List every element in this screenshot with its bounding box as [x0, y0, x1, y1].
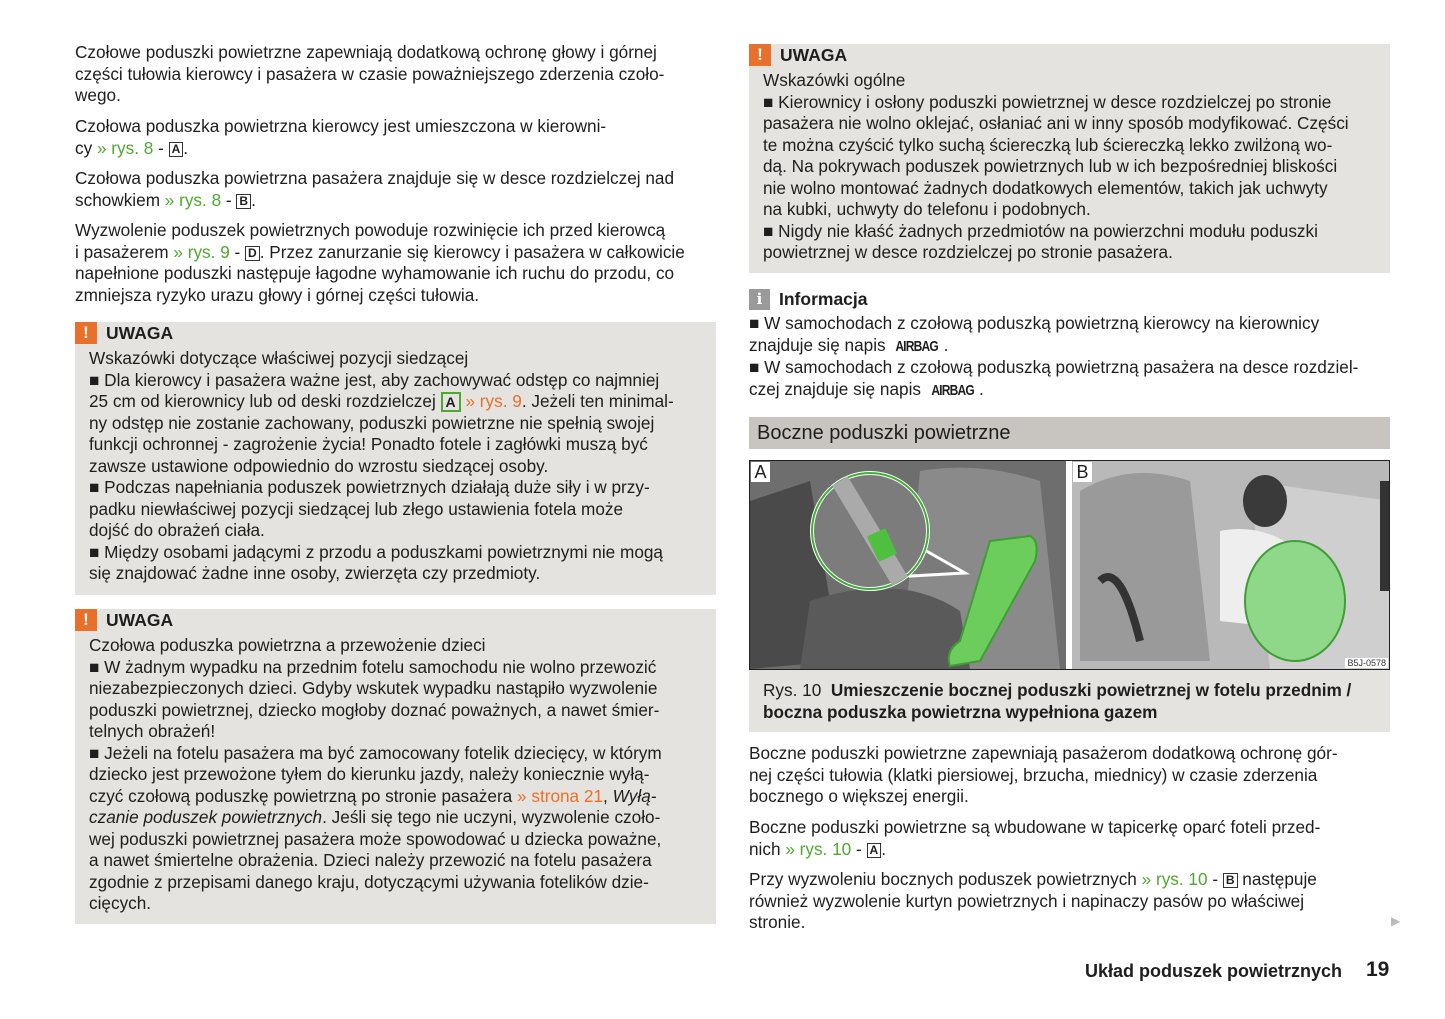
text-span: -	[221, 189, 237, 210]
text-line	[89, 829, 662, 851]
text-span: ■ W żadnym wypadku na przednim fotelu samochodu nie wolno przewozić	[89, 656, 657, 677]
text-span: ■ Między osobami jadącymi z przodu a poduszkami powietrznymi nie mogą	[89, 541, 663, 562]
warning-box-children	[75, 609, 716, 924]
text-span: poduszki powietrznej, dziecko mogłoby doznać poważnych, a nawet śmier-	[89, 699, 660, 720]
text-line	[89, 786, 662, 808]
text-span: ,	[603, 785, 613, 806]
text-line	[89, 563, 674, 585]
text-line	[749, 335, 1358, 358]
text-line	[749, 743, 1338, 765]
text-span: . Jeżeli ten minimal-	[521, 391, 674, 411]
caption-title-line1: Umieszczenie bocznej poduszki powietrznej w fotelu przednim /	[830, 680, 1352, 700]
warning-title: UWAGA	[106, 322, 174, 343]
text-line	[89, 657, 662, 679]
text-span: .	[978, 378, 984, 399]
text-span: zawsze ustawione odpowiednio do wzrostu siedzącej osoby.	[89, 455, 549, 476]
text-span: dojść do obrażeń ciała.	[89, 520, 265, 540]
text-span: Boczne poduszki powietrzne są wbudowane w tapicerkę oparć foteli przed-	[749, 817, 1321, 837]
figure-marker-badge: B	[236, 194, 251, 209]
text-span: ■ Nigdy nie kłaść żadnych przedmiotów na powierzchni modułu poduszki	[763, 220, 1318, 241]
text-line	[763, 70, 1349, 92]
text-line	[749, 839, 1320, 861]
text-span: . Jeśli się tego nie uczyni, wyzwolenie czoło-	[322, 807, 661, 827]
figure-marker-badge: D	[245, 246, 260, 261]
text-line	[89, 893, 662, 915]
text-span: i pasażerem	[75, 241, 174, 262]
text-span: Czołowe poduszki powietrzne zapewniają dodatkową ochronę głowy i górnej	[75, 42, 657, 62]
text-span: schowkiem	[75, 189, 165, 210]
text-span: zgodnie z przepisami danego kraju, dotyczącymi używania fotelików dzie-	[89, 871, 649, 892]
text-line	[89, 391, 674, 413]
text-line	[749, 891, 1317, 913]
caption-title-line2: boczna poduszka powietrzna wypełniona gazem	[763, 701, 1158, 722]
text-line	[749, 765, 1338, 787]
warning-body	[89, 348, 674, 585]
cross-reference-link[interactable]: » rys. 9	[465, 391, 522, 411]
text-line	[89, 807, 662, 829]
text-span: -	[851, 838, 867, 859]
side-airbag-location-paragraph	[749, 817, 1320, 860]
figure-side-airbags	[749, 460, 1390, 670]
text-line	[763, 199, 1349, 221]
text-span: dą. Na pokrywach poduszek powietrznych lub w ich bezpośredniej bliskości	[763, 156, 1338, 176]
text-span: ■ Kierownicy i osłony poduszki powietrznej w desce rozdzielczej po stronie	[763, 91, 1332, 112]
text-line	[89, 413, 674, 435]
panel-divider	[1066, 461, 1072, 669]
text-span: Czołowa poduszka powietrzna kierowcy jest umieszczona w kierowni-	[75, 116, 607, 136]
text-line	[75, 42, 664, 64]
text-span: na kubki, uchwyty do telefonu i podobnych.	[763, 199, 1091, 219]
text-line	[763, 178, 1349, 200]
text-span: powietrznej w desce rozdzielczej po stronie pasażera.	[763, 242, 1173, 262]
text-line	[89, 520, 674, 542]
text-line	[89, 700, 662, 722]
text-span: 25 cm od kierownicy lub od deski rozdzielczej	[89, 391, 441, 411]
text-span: pasażera nie wolno oklejać, osłaniać ani w inny sposób modyfikować. Części	[763, 113, 1349, 133]
text-line	[75, 64, 664, 86]
text-span: nej części tułowia (klatki piersiowej, brzucha, miednicy) w czasie zderzenia	[749, 764, 1318, 785]
page-number: 19	[1366, 958, 1390, 981]
text-span: Czołowa poduszka powietrzna a przewożenie dzieci	[89, 635, 486, 655]
text-span: stronie.	[749, 912, 806, 932]
text-span: Boczne poduszki powietrzne zapewniają pasażerom dodatkową ochronę gór-	[749, 743, 1338, 763]
side-airbag-deployment-paragraph	[749, 869, 1317, 934]
text-line	[89, 499, 674, 521]
text-line	[89, 678, 662, 700]
warning-body	[89, 635, 662, 915]
next-page-arrow-icon[interactable]: ▶	[1391, 914, 1401, 928]
figure-label-b: B	[1073, 462, 1092, 482]
text-line	[75, 220, 685, 242]
info-title: Informacja	[779, 288, 868, 309]
text-line	[763, 221, 1349, 243]
text-span: .	[251, 189, 256, 210]
text-line	[749, 313, 1358, 335]
text-span: -	[1207, 869, 1223, 889]
text-span: następuje	[1237, 869, 1317, 889]
cross-reference-link[interactable]: » rys. 8	[96, 137, 154, 158]
figure-marker-badge: A	[867, 843, 882, 858]
cross-reference-link[interactable]: » rys. 9	[173, 241, 230, 262]
text-span: Przy wyzwoleniu bocznych poduszek powietrznych	[749, 869, 1142, 889]
text-line	[89, 434, 674, 456]
text-line	[749, 786, 1338, 808]
text-line	[89, 635, 662, 657]
text-span: .	[881, 838, 886, 859]
warning-icon: !	[749, 44, 771, 66]
text-span: bocznego o większej energii.	[749, 786, 969, 806]
text-line	[75, 263, 685, 285]
text-line	[89, 542, 674, 564]
cross-reference-link[interactable]: » rys. 10	[785, 838, 852, 859]
text-span: .	[943, 334, 949, 355]
text-span: Wyzwolenie poduszek powietrznych powoduje rozwinięcie ich przed kierowcą	[75, 220, 666, 240]
text-span: a nawet śmiertelne obrażenia. Dzieci należy przewozić na fotelu pasażera	[89, 850, 652, 870]
text-span: czej znajduje się napis	[749, 378, 926, 399]
text-span: -	[229, 241, 246, 262]
text-line	[89, 370, 674, 392]
text-span: -	[153, 137, 169, 158]
text-span: Wyłą-	[612, 785, 657, 806]
text-line	[75, 138, 606, 160]
cross-reference-link[interactable]: » rys. 8	[164, 189, 222, 210]
text-line	[749, 357, 1358, 379]
text-line	[75, 116, 606, 138]
warning-title: UWAGA	[106, 609, 174, 630]
text-line	[89, 850, 662, 872]
text-line	[749, 379, 1358, 402]
text-line	[763, 135, 1349, 157]
text-line	[89, 456, 674, 478]
driver-airbag-paragraph	[75, 116, 606, 159]
text-line	[89, 477, 674, 499]
text-line	[89, 872, 662, 894]
text-line	[75, 168, 674, 190]
cross-reference-link[interactable]: » rys. 10	[1141, 869, 1208, 889]
text-span: znajduje się napis	[749, 334, 891, 355]
text-span: niezabezpieczonych dzieci. Gdyby wskutek wypadku nastąpiło wyzwolenie	[89, 678, 658, 698]
text-line	[89, 348, 674, 370]
warning-box-general	[749, 44, 1390, 273]
text-span: ■ Jeżeli na fotelu pasażera ma być zamocowany fotelik dziecięcy, w którym	[89, 742, 662, 763]
footer-chapter-title: Układ poduszek powietrznych	[1085, 961, 1343, 981]
text-span: cięcych.	[89, 893, 152, 913]
text-line	[75, 85, 664, 107]
text-span: nie wolno montować żadnych dodatkowych elementów, takich jak uchwyty	[763, 177, 1328, 198]
passenger-airbag-paragraph	[75, 168, 674, 211]
text-span: zmniejsza ryzyko urazu głowy i górnej części tułowia.	[75, 284, 480, 305]
text-span: napełnione poduszki następuje łagodne wyhamowanie ich ruchu do przodu, co	[75, 263, 675, 283]
text-span: wego.	[75, 85, 121, 105]
text-line	[763, 242, 1349, 264]
figure-marker-badge: A	[441, 392, 461, 412]
text-span: czanie poduszek powietrznych	[89, 807, 323, 827]
figure-marker-badge: B	[1223, 873, 1238, 888]
text-span: nich	[749, 838, 786, 859]
caption-number: Rys. 10	[763, 680, 822, 700]
section-heading: Boczne poduszki powietrzne	[749, 417, 1390, 449]
text-span: .	[183, 137, 189, 158]
info-icon: i	[749, 289, 770, 310]
text-span: się znajdować żadne inne osoby, zwierzęta czy przedmioty.	[89, 563, 541, 583]
text-span: części tułowia kierowcy i pasażera w czasie poważniejszego zderzenia czoło-	[75, 63, 665, 84]
text-line	[89, 764, 662, 786]
text-span: . Przez zanurzanie się kierowcy i pasażera w całkowicie	[259, 241, 685, 262]
warning-icon: !	[75, 322, 97, 344]
text-span: Wskazówki ogólne	[763, 70, 906, 90]
figure-marker-badge: A	[169, 142, 184, 157]
airbag-label: AIRBAG	[931, 381, 974, 399]
text-span: ■ W samochodach z czołową poduszką powietrzną pasażera na desce rozdziel-	[749, 357, 1359, 377]
warning-icon: !	[75, 609, 97, 631]
text-line	[89, 721, 662, 743]
warning-body	[763, 70, 1349, 264]
deployment-paragraph	[75, 220, 685, 306]
text-span: funkcji ochronnej - zagrożenie życia! Ponadto fotele i zagłówki muszą być	[89, 434, 648, 454]
text-line	[763, 156, 1349, 178]
cross-reference-link[interactable]: » strona 21	[517, 785, 604, 806]
text-line	[89, 743, 662, 765]
text-span: padku niewłaściwej pozycji siedzącej lub złego ustawienia fotela może	[89, 498, 624, 519]
warning-box-seating	[75, 322, 716, 595]
figure-caption	[749, 670, 1390, 732]
text-span: te można czyścić tylko suchą ściereczką lub ściereczką lekko zwilżoną wo-	[763, 134, 1333, 155]
text-span: Wskazówki dotyczące właściwej pozycji siedzącej	[89, 348, 469, 368]
info-body	[749, 313, 1358, 401]
text-line	[763, 92, 1349, 114]
text-span: ■ W samochodach z czołową poduszką powietrzną kierowcy na kierownicy	[749, 313, 1320, 333]
text-span: również wyzwolenie kurtyn powietrznych i napinaczy pasów po właściwej	[749, 890, 1305, 911]
text-line	[75, 285, 685, 307]
text-line	[75, 190, 674, 212]
text-line	[749, 869, 1317, 891]
text-span: czyć czołową poduszkę powietrzną po stronie pasażera	[89, 785, 518, 806]
intro-paragraph	[75, 42, 664, 107]
text-line	[749, 912, 1317, 934]
text-line	[749, 817, 1320, 839]
figure-code: B5J-0578	[1347, 658, 1386, 668]
text-span: Czołowa poduszka powietrzna pasażera znajduje się w desce rozdzielczej nad	[75, 168, 675, 188]
text-span: dziecko jest przewożone tyłem do kierunku jazdy, należy koniecznie wyłą-	[89, 764, 650, 784]
text-span: wej poduszki powietrznej pasażera może spowodować u dziecka poważne,	[89, 828, 662, 849]
text-span: cy	[75, 137, 97, 158]
text-span: telnych obrażeń!	[89, 721, 216, 741]
text-line	[75, 242, 685, 264]
text-span: ■ Dla kierowcy i pasażera ważne jest, aby zachowywać odstęp co najmniej	[89, 369, 660, 390]
figure-label-a: A	[751, 462, 770, 482]
text-span: ny odstęp nie zostanie zachowany, poduszki powietrzne nie spełnią swojej	[89, 412, 655, 433]
text-span: ■ Podczas napełniania poduszek powietrznych działają duże siły i w przy-	[89, 477, 650, 497]
side-airbag-paragraph	[749, 743, 1338, 808]
airbag-label: AIRBAG	[895, 337, 939, 355]
text-line	[763, 113, 1349, 135]
warning-title: UWAGA	[780, 44, 848, 65]
